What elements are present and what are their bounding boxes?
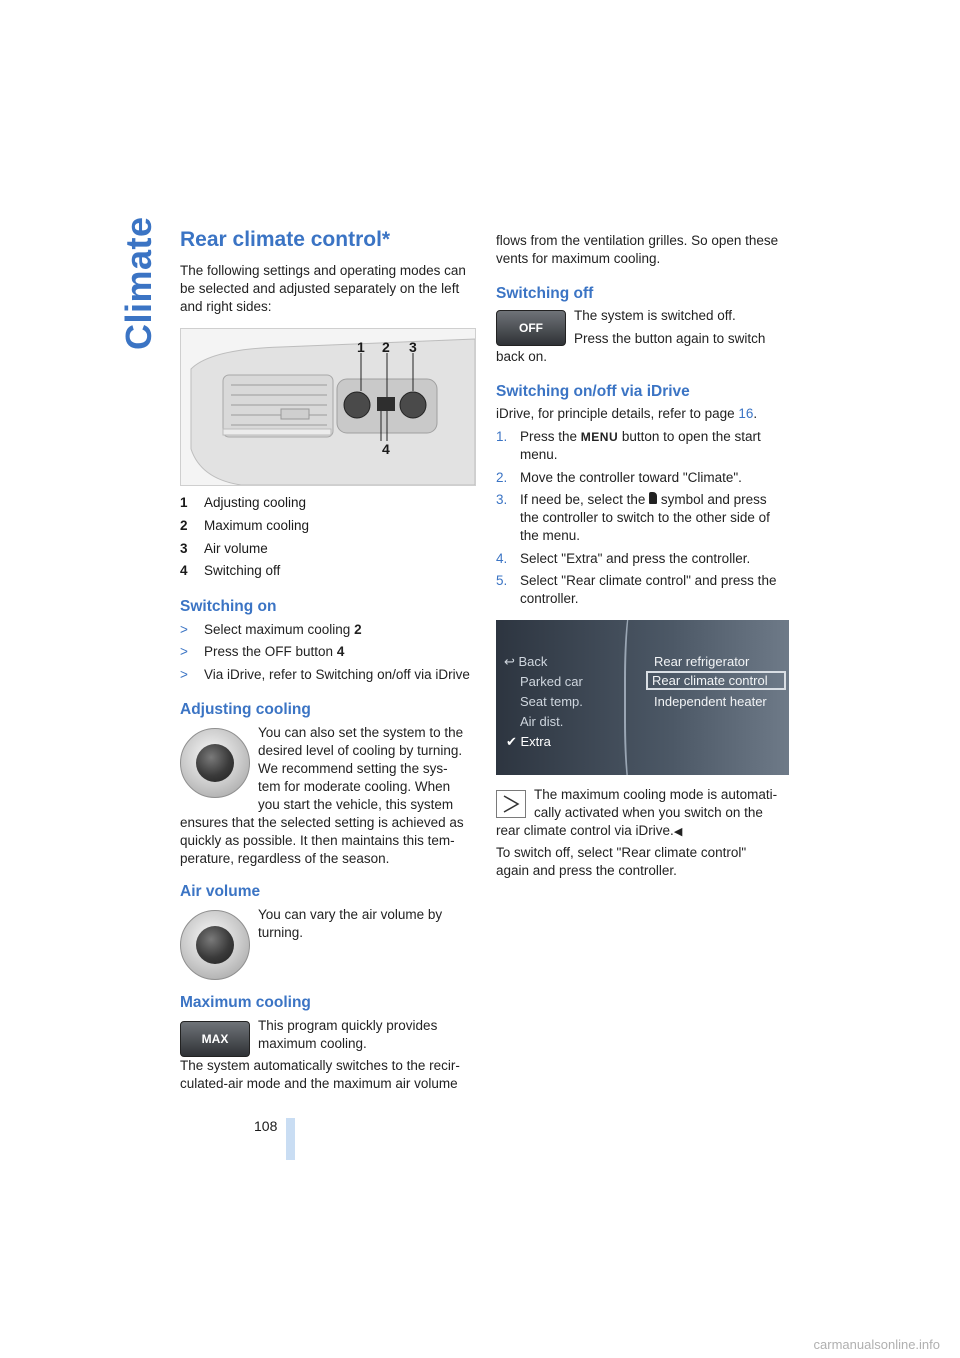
step-number: 5. [496, 573, 508, 588]
adjusting-cooling-heading: Adjusting cooling [180, 701, 311, 718]
switching-on-heading: Switching on [180, 598, 277, 615]
note-text: cally activated when you switch on the [534, 805, 763, 820]
callout-3: 3 [409, 339, 417, 355]
section-title: Rear climate control* [180, 228, 391, 251]
page-marker [286, 1118, 295, 1160]
note-icon [496, 790, 526, 818]
menu-divider [624, 620, 646, 775]
side-title: Climate [118, 216, 159, 350]
menu-item-rear-refrigerator[interactable]: Rear refrigerator [654, 654, 750, 669]
bullet: > [180, 644, 188, 659]
footer-watermark: carmanualsonline.info [813, 1337, 940, 1352]
menu-item-back[interactable]: ↩ Back [504, 654, 548, 669]
list-item: Select maximum cooling 2 [204, 622, 362, 637]
callout-4: 4 [382, 441, 390, 457]
idrive-heading: Switching on/off via iDrive [496, 383, 690, 400]
step-text: Press the MENU button to open the start [520, 429, 761, 444]
rear-panel-illustration [181, 329, 475, 485]
page-link[interactable]: 16 [738, 406, 754, 421]
menu-item-air-dist[interactable]: Air dist. [520, 714, 564, 729]
step-text: If need be, select the symbol and press [520, 492, 767, 507]
air-volume-heading: Air volume [180, 883, 261, 900]
legend-number: 4 [180, 563, 188, 578]
idrive-intro: iDrive, for principle details, refer to page 16. [496, 406, 758, 421]
menu-item-seat-temp[interactable]: Seat temp. [520, 694, 583, 709]
list-item: Via iDrive, refer to Switching on/off via iDrive [204, 667, 470, 682]
text-line: turning. [258, 925, 304, 940]
text-line: To switch off, select "Rear climate control" [496, 845, 747, 860]
step-number: 1. [496, 429, 508, 444]
step-text: menu. [520, 447, 558, 462]
max-button-icon: MAX [180, 1021, 250, 1057]
legend-number: 2 [180, 518, 188, 533]
end-marker-icon: ◀ [673, 826, 683, 838]
bullet: > [180, 667, 188, 682]
switching-off-heading: Switching off [496, 285, 594, 302]
legend-text: Air volume [204, 541, 268, 556]
menu-item-independent-heater[interactable]: Independent heater [654, 694, 767, 709]
text-line: maximum cooling. [258, 1036, 367, 1051]
maximum-cooling-heading: Maximum cooling [180, 994, 311, 1011]
menu-item-extra[interactable]: ✔ Extra [506, 734, 551, 749]
seat-symbol-icon [649, 492, 657, 504]
callout-1: 1 [357, 339, 365, 355]
menu-item-rear-climate-control[interactable]: Rear climate control [646, 671, 786, 690]
text-line: The system automatically switches to the recir- [180, 1058, 460, 1073]
text-line: flows from the ventilation grilles. So open these [496, 233, 779, 248]
text-line: Press the button again to switch [574, 331, 766, 346]
step-text: Move the controller toward "Climate". [520, 470, 742, 485]
rear-panel-figure [180, 328, 476, 486]
text-line: We recommend setting the sys- [258, 761, 448, 776]
intro-text: The following settings and operating modes can be selected and adjusted separately on the left and right sides: [180, 263, 466, 314]
text-line: ensures that the selected setting is achieved as [180, 815, 464, 830]
step-text: the menu. [520, 528, 581, 543]
text-line: quickly as possible. It then maintains this tem- [180, 833, 455, 848]
note-text: The maximum cooling mode is automati- [534, 787, 778, 802]
page-number: 108 [254, 1118, 278, 1134]
legend-text: Adjusting cooling [204, 495, 307, 510]
legend-text: Switching off [204, 563, 281, 578]
note-text: rear climate control via iDrive.◀ [496, 823, 683, 838]
menu-item-parked-car[interactable]: Parked car [520, 674, 583, 689]
text-line: This program quickly provides [258, 1018, 438, 1033]
callout-2: 2 [382, 339, 390, 355]
step-text: Select "Extra" and press the controller. [520, 551, 751, 566]
legend-number: 3 [180, 541, 188, 556]
list-item: Press the OFF button 4 [204, 644, 345, 659]
text-line: You can vary the air volume by [258, 907, 443, 922]
step-number: 3. [496, 492, 508, 507]
step-number: 4. [496, 551, 508, 566]
text-line: culated-air mode and the maximum air volume [180, 1076, 458, 1091]
bullet: > [180, 622, 188, 637]
text-line: You can also set the system to the [258, 725, 464, 740]
legend-number: 1 [180, 495, 188, 510]
off-button-icon: OFF [496, 310, 566, 346]
text-line: perature, regardless of the season. [180, 851, 390, 866]
air-volume-knob-icon [180, 910, 250, 980]
text-line: tem for moderate cooling. When [258, 779, 451, 794]
text-line: back on. [496, 349, 548, 364]
step-number: 2. [496, 470, 508, 485]
legend-text: Maximum cooling [204, 518, 310, 533]
idrive-screen [496, 620, 789, 775]
cooling-knob-icon [180, 728, 250, 798]
step-text: Select "Rear climate control" and press the [520, 573, 777, 588]
text-line: The system is switched off. [574, 308, 736, 323]
text-line: you start the vehicle, this system [258, 797, 454, 812]
step-text: controller. [520, 591, 579, 606]
text-line: desired level of cooling by turning. [258, 743, 463, 758]
menu-key-icon: MENU [580, 430, 619, 444]
text-line: vents for maximum cooling. [496, 251, 661, 266]
step-text: the controller to switch to the other side of [520, 510, 770, 525]
text-line: again and press the controller. [496, 863, 677, 878]
